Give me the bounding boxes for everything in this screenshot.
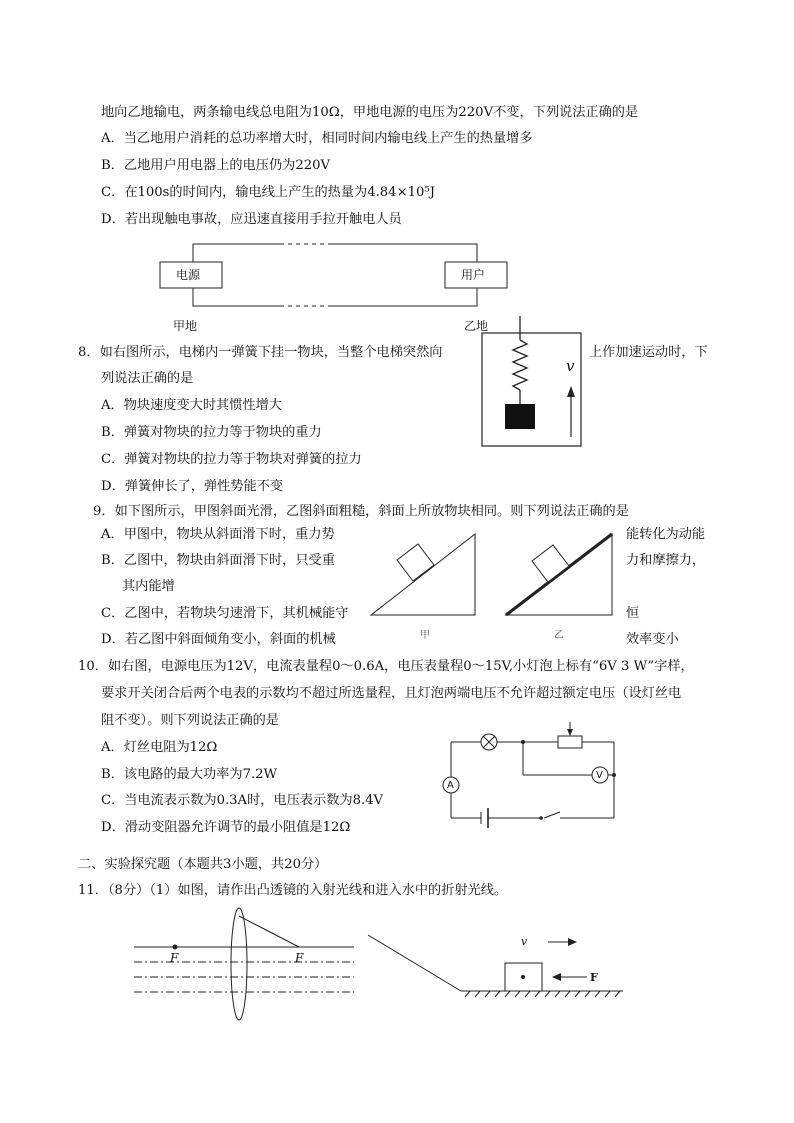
q7-place-jia-label: 甲地	[173, 319, 198, 333]
q9-stem: 9．如下图所示，甲图斜面光滑，乙图斜面粗糙，斜面上所放物块相同。则下列说法正确的是	[93, 504, 629, 519]
q9-option-a-right: 能转化为动能	[626, 527, 706, 542]
q9-option-b-cont: 其内能增	[122, 579, 175, 594]
q8-stem-line2: 列说法正确的是	[101, 371, 194, 386]
q10-stem-line1: 10．如右图，电源电压为12V，电流表量程0～0.6A，电压表量程0～15V,小灯泡上标有“6V 3 W”字样，	[78, 659, 694, 674]
q9-option-b-right: 力和摩擦力，	[626, 553, 706, 568]
q9-label-yi: 乙	[554, 630, 564, 641]
q8-stem-line1-right: 上作加速运动时，下	[589, 345, 708, 360]
q11-velocity-label: v	[521, 935, 528, 948]
q8-option-a: A．物块速度变大时其惯性增大	[101, 398, 282, 413]
q9-option-d-left: D．若乙图中斜面倾角变小，斜面的机械	[101, 632, 336, 647]
q11-focus-left-label: F	[170, 951, 179, 965]
q10-ammeter-label: A	[447, 780, 454, 791]
q9-option-b-left: B．乙图中，物块由斜面滑下时，只受重	[101, 553, 335, 568]
q9-option-d-right: 效率变小	[626, 632, 679, 647]
q10-stem-line2: 要求开关闭合后两个电表的示数均不超过所选量程，且灯泡两端电压不允许超过额定电压（设灯丝电	[101, 686, 682, 701]
q9-option-c-right: 恒	[626, 606, 640, 621]
q10-stem-line3: 阻不变）。则下列说法正确的是	[101, 713, 280, 728]
q7-user-label: 用户	[461, 268, 486, 282]
q8-velocity-label: v	[566, 357, 575, 375]
q7-option-a: A．当乙地用户消耗的总功率增大时，相同时间内输电线上产生的热量增多	[101, 131, 533, 146]
q10-option-c: C．当电流表示数为0.3A时，电压表示数为8.4V	[101, 793, 384, 808]
q7-power-source-label: 电源	[176, 268, 201, 282]
q10-option-a: A．灯丝电阻为12Ω	[101, 740, 218, 755]
q9-option-c-left: C．乙图中，若物块匀速滑下，其机械能守	[101, 606, 349, 621]
q11-stem: 11．（8分）（1）如图，请作出凸透镜的入射光线和进入水中的折射光线。	[78, 883, 508, 898]
q7-option-b: B．乙地用户用电器上的电压仍为220V	[101, 158, 331, 173]
q7-place-yi-label: 乙地	[464, 319, 489, 333]
q11-focus-right-label: F	[295, 951, 304, 965]
q7-option-c: C．在100s的时间内，输电线上产生的热量为4.84×10⁵J	[101, 185, 435, 200]
q7-option-d: D．若出现触电事故，应迅速直接用手拉开触电人员	[101, 212, 402, 227]
q9-option-a-left: A．甲图中，物块从斜面滑下时，重力势	[101, 527, 335, 542]
q10-option-b: B．该电路的最大功率为7.2W	[101, 767, 278, 782]
q7-stem-tail: 地向乙地输电，两条输电线总电阻为10Ω，甲地电源的电压为220V不变，下列说法正确的是	[101, 105, 639, 120]
q8-option-b: B．弹簧对物块的拉力等于物块的重力	[101, 425, 322, 440]
q10-option-d: D．滑动变阻器允许调节的最小阻值是12Ω	[101, 820, 351, 835]
q10-voltmeter-label: V	[596, 770, 603, 781]
q8-option-d: D．弹簧伸长了，弹性势能不变	[101, 479, 284, 494]
q8-option-c: C．弹簧对物块的拉力等于物块对弹簧的拉力	[101, 452, 362, 467]
q11-force-label: F	[590, 971, 598, 984]
q8-stem-line1-left: 8．如右图所示，电梯内一弹簧下挂一物块，当整个电梯突然向	[78, 345, 443, 360]
q9-label-jia: 甲	[420, 630, 430, 641]
section-2-title: 二、实验探究题（本题共3小题，共20分）	[78, 857, 328, 872]
